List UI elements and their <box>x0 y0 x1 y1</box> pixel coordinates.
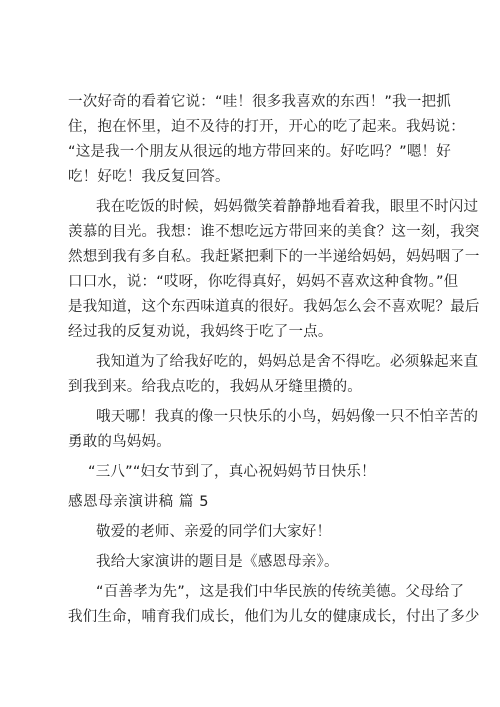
text-line: 羡慕的目光。我想：谁不想吃远方带回来的美食？这一刻，我突 <box>68 224 480 240</box>
text-line: 吃！好吃！我反复回答。 <box>68 169 230 185</box>
text-line: 我们生命，哺育我们成长，他们为儿女的健康成长，付出了多少 <box>68 609 480 625</box>
text-line: 然想到我有多自私。我赶紧把剩下的一半递给妈妈，妈妈咽了一 <box>68 249 480 265</box>
text-line: 口口水，说：“哎呀，你吃得真好，妈妈不喜欢这种食物。”但 <box>68 274 459 290</box>
text-line: 经过我的反复劝说，我妈终于吃了一点。 <box>68 324 333 340</box>
text-line: 一次好奇的看着它说：“哇！很多我喜欢的东西！”我一把抓 <box>68 94 451 110</box>
text-line: 到我到来。给我点吃的，我妈从牙缝里攒的。 <box>68 379 362 395</box>
section-heading: 感恩母亲演讲稿 篇 5 <box>68 494 210 510</box>
text-line: “这是我一个朋友从很远的地方带回来的。好吃吗？”嗯！好 <box>68 144 451 160</box>
speech-topic-line: 我给大家演讲的题目是《感恩母亲》。 <box>96 554 339 570</box>
text-line: 勇敢的鸟妈妈。 <box>68 434 171 450</box>
paragraph-start-line: 我在吃饭的时候，妈妈微笑着静静地看着我，眼里不时闪过 <box>96 199 479 215</box>
paragraph-start-line: “百善孝为先”，这是我们中华民族的传统美德。父母给了 <box>96 584 465 600</box>
greeting-line: 敬爱的老师、亲爱的同学们大家好！ <box>96 524 332 540</box>
paragraph-start-line: 我知道为了给我好吃的，妈妈总是舍不得吃。必须躲起来直 <box>96 354 479 370</box>
text-line: 住，抱在怀里，迫不及待的打开，开心的吃了起来。我妈说： <box>68 119 465 135</box>
document-body <box>68 90 480 630</box>
paragraph-start-line: 哦天哪！我真的像一只快乐的小鸟，妈妈像一只不怕辛苦的 <box>96 409 479 425</box>
text-line: 是我知道，这个东西味道真的很好。我妈怎么会不喜欢呢？最后 <box>68 299 480 315</box>
holiday-wish-line: “三八”“妇女节到了，真心祝妈妈节日快乐！ <box>88 464 376 480</box>
